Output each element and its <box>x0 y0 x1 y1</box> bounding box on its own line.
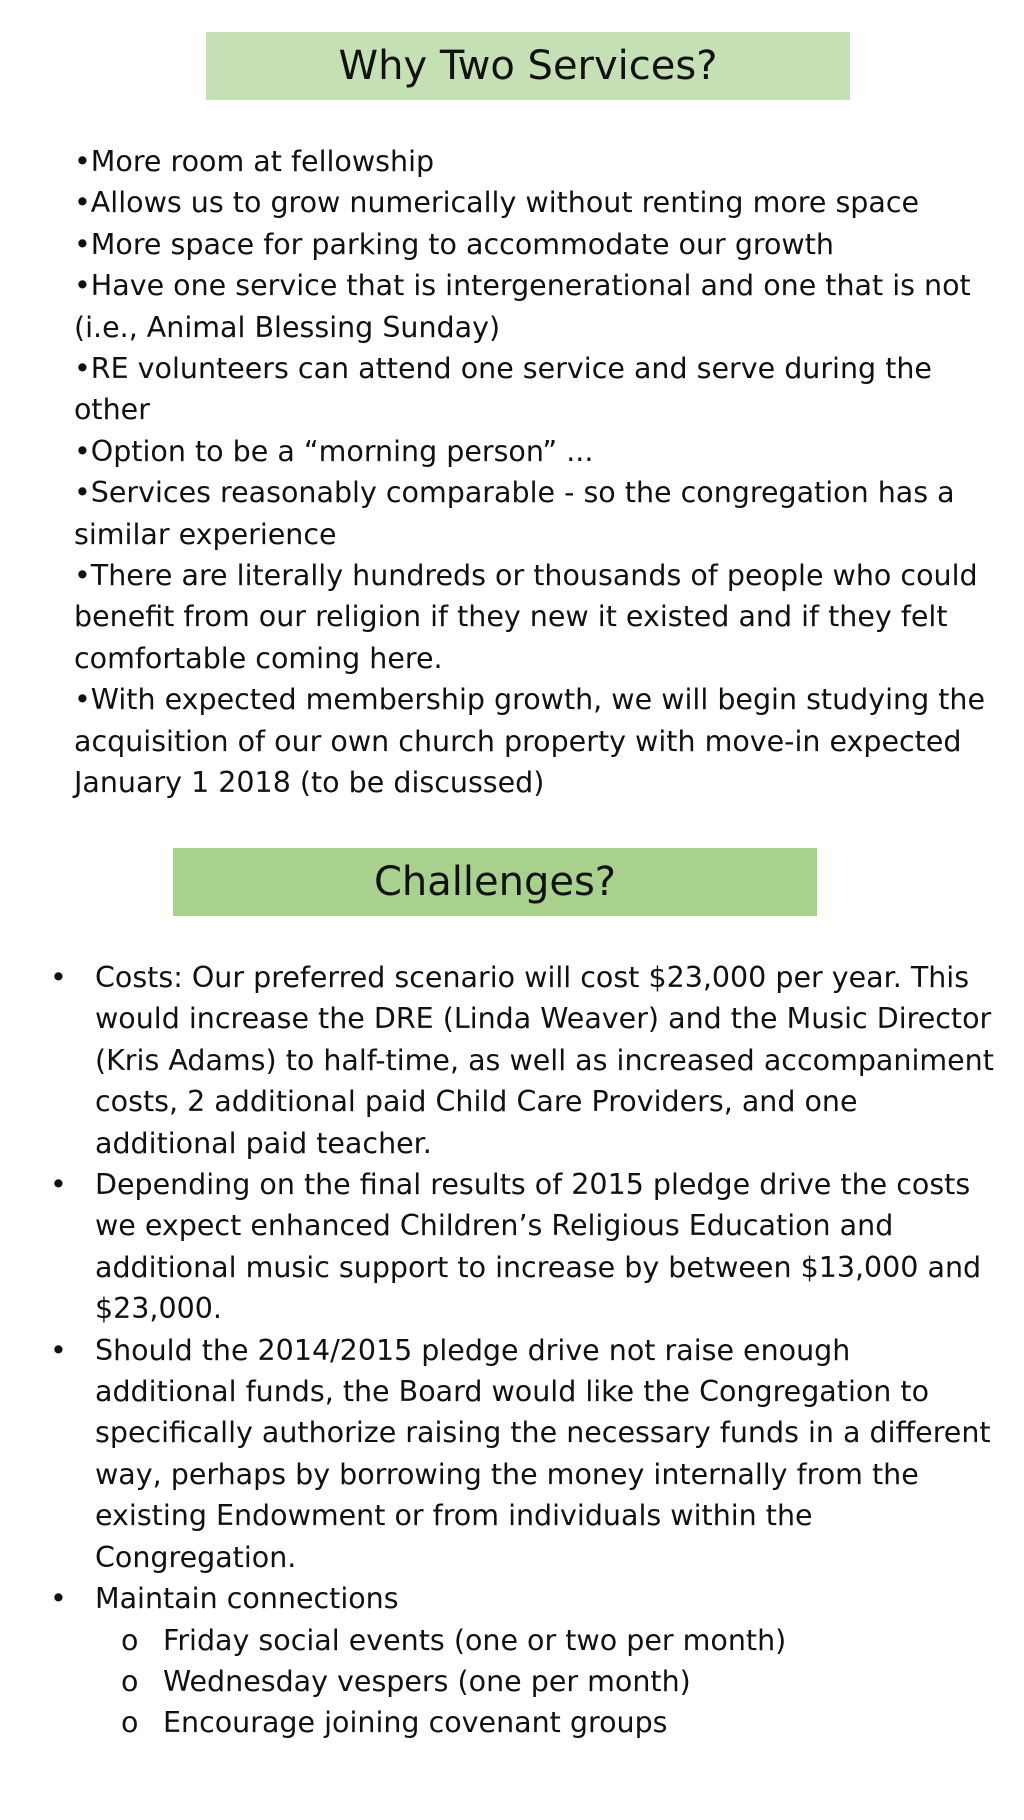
challenges-heading: Challenges? <box>173 848 817 916</box>
bullet-marker: • <box>50 1168 67 1202</box>
bullet-marker: • <box>50 961 67 994</box>
list-item: •More room at fellowship <box>74 145 435 178</box>
list-item-text: Costs: Our preferred scenario will cost $23,000 per year. This would increase the DRE (Linda Weaver) and the Music Director (Kris Adams) to half-time, as well as increased accompaniment costs, 2 additional paid Child Care Providers, and one additional paid teacher. <box>95 961 994 1160</box>
list-item: •With expected membership growth, we will begin studying the acquisition of our own church property with move-in expected January 1 2018 (to be discussed) <box>74 683 986 800</box>
list-item <box>0 1164 1000 1330</box>
list-item: •Have one service that is intergenerational and one that is not (i.e., Animal Blessing Sunday) <box>74 269 971 344</box>
sub-list-item-text: Friday social events (one or two per month) <box>163 1623 787 1657</box>
list-item-text: Maintain connections <box>95 1582 399 1616</box>
sub-bullet-marker: o <box>121 1664 139 1698</box>
why-two-services-heading: Why Two Services? <box>206 32 850 100</box>
list-item-text: Depending on the final results of 2015 pledge drive the costs we expect enhanced Children’s Religious Education and additional music support to increase by between $13,000 and $23,000. <box>95 1168 982 1326</box>
bullet-marker: • <box>50 1333 67 1367</box>
connections-sub-list <box>95 1620 1000 1744</box>
why-two-services-list <box>74 141 994 804</box>
sub-list-item <box>95 1661 1000 1702</box>
bullet-marker: • <box>50 1582 67 1616</box>
list-item: •Services reasonably comparable - so the congregation has a similar experience <box>74 476 955 551</box>
sub-bullet-marker: o <box>121 1623 139 1657</box>
list-item <box>0 957 1000 1164</box>
sub-bullet-marker: o <box>121 1706 139 1740</box>
list-item <box>0 1578 1000 1744</box>
list-item-text: Should the 2014/2015 pledge drive not raise enough additional funds, the Board would like the Congregation to specifically authorize raising the necessary funds in a different way, perhaps by borrowing the money internally from the existing Endowment or from individuals within the Congregation. <box>95 1333 991 1574</box>
challenges-list <box>0 957 1000 1744</box>
list-item: •RE volunteers can attend one service and serve during the other <box>74 352 932 427</box>
list-item: •There are literally hundreds or thousands of people who could benefit from our religion if they new it existed and if they felt comfortable coming here. <box>74 559 978 675</box>
list-item: •More space for parking to accommodate our growth <box>74 227 834 261</box>
sub-list-item-text: Encourage joining covenant groups <box>163 1706 668 1740</box>
list-item <box>0 1330 1000 1578</box>
list-item: •Option to be a “morning person” ... <box>74 434 594 468</box>
list-item: •Allows us to grow numerically without renting more space <box>74 186 920 220</box>
sub-list-item <box>95 1702 1000 1743</box>
sub-list-item <box>95 1620 1000 1661</box>
sub-list-item-text: Wednesday vespers (one per month) <box>163 1664 691 1698</box>
